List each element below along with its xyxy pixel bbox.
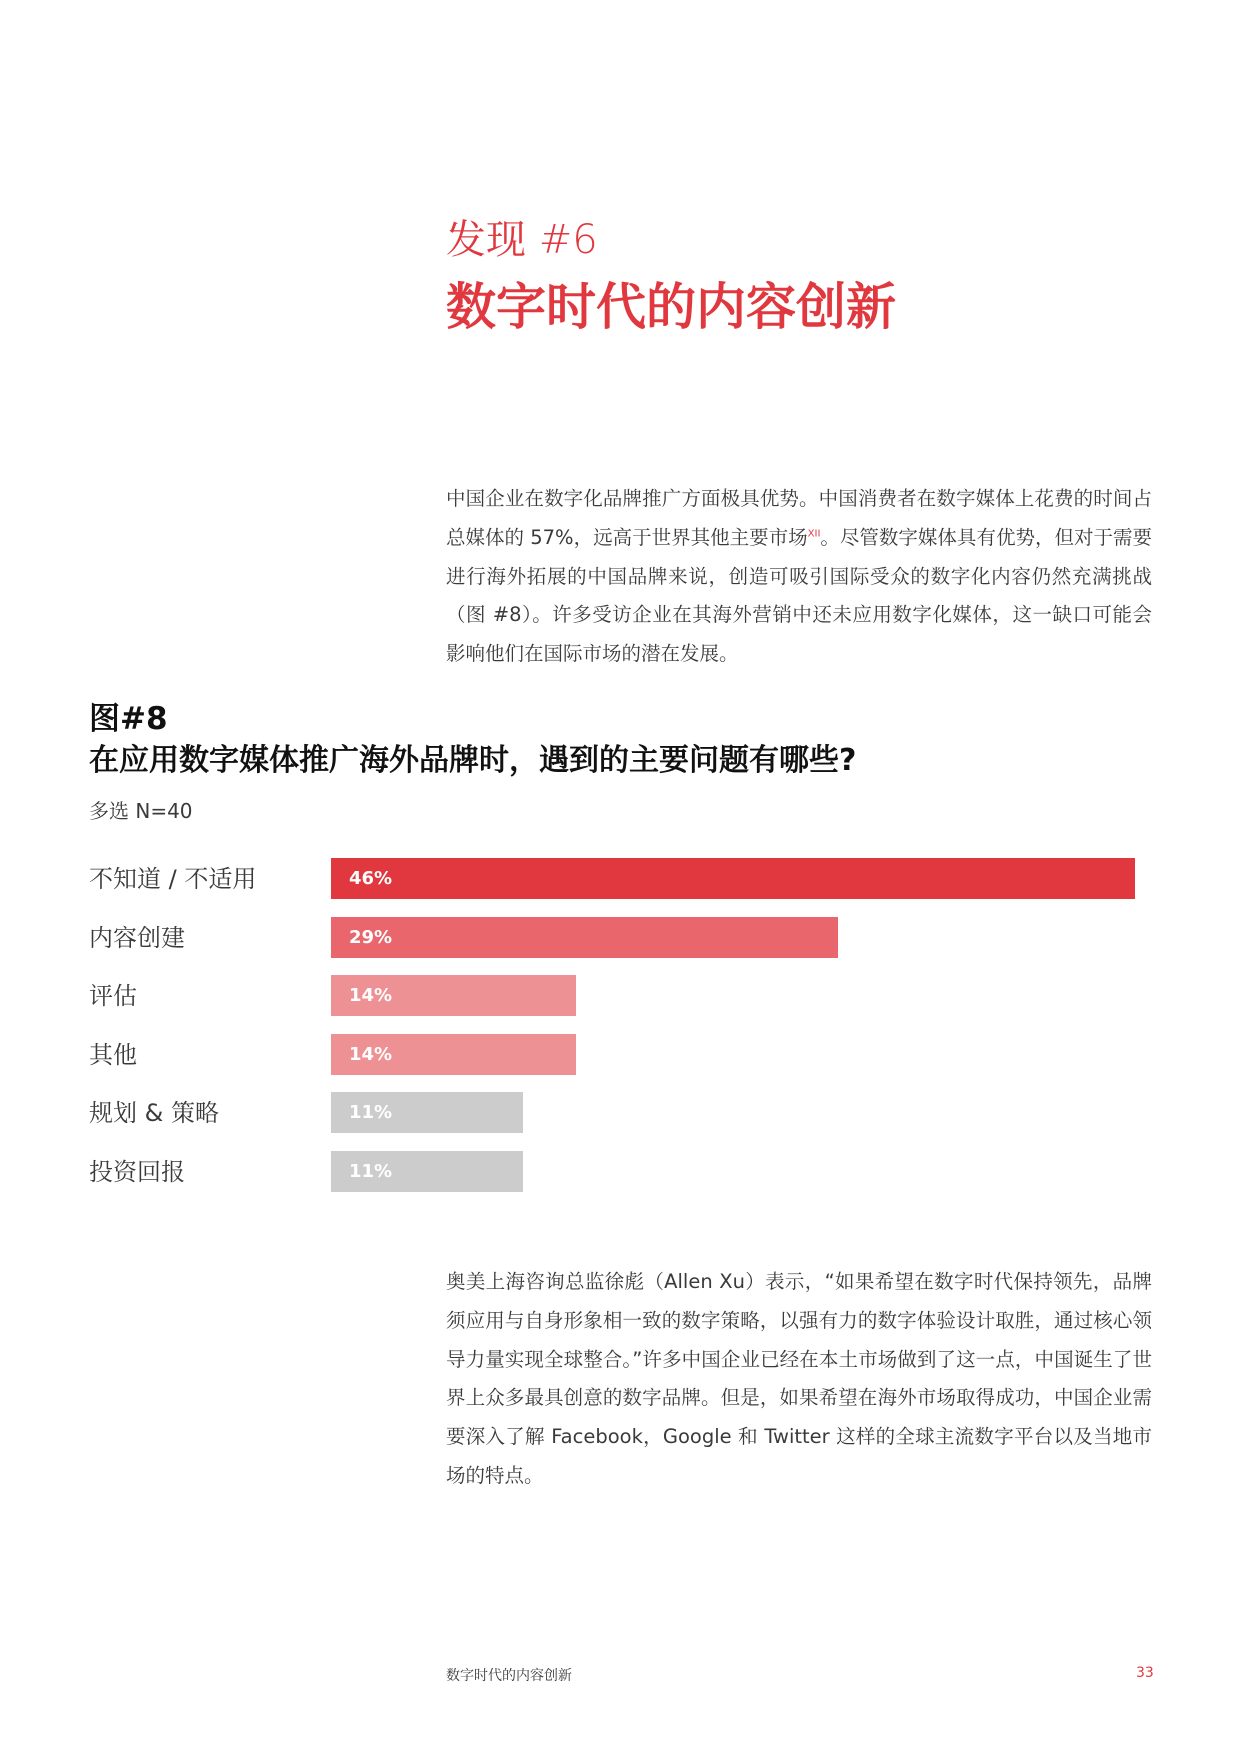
bar-category-label: 内容创建 xyxy=(89,923,185,952)
bar-value-label: 29% xyxy=(349,926,393,948)
bar xyxy=(331,1034,576,1075)
bar-value-label: 46% xyxy=(349,868,393,889)
page-number: 33 xyxy=(1136,1665,1154,1681)
figure-number: 图#8 xyxy=(89,701,168,737)
finding-kicker: 发现 #6 xyxy=(446,217,598,263)
bar-value-label: 14% xyxy=(349,1043,393,1065)
bar xyxy=(331,858,1135,899)
intro-paragraph xyxy=(446,480,1152,674)
bar xyxy=(331,917,838,958)
figure-note: 多选 N=40 xyxy=(89,799,193,823)
bar-category-label: 不知道 / 不适用 xyxy=(89,865,257,893)
bar-row xyxy=(0,1092,1240,1134)
bar-category-label: 评估 xyxy=(89,982,137,1011)
bar-value-label: 11% xyxy=(349,1161,393,1182)
footer-title: 数字时代的内容创新 xyxy=(446,1668,572,1684)
bar xyxy=(331,975,576,1016)
bar-value-label: 14% xyxy=(349,985,393,1007)
bar-category-label: 其他 xyxy=(89,1040,137,1069)
quote-paragraph: 奥美上海咨询总监徐彪（Allen Xu）表示，“如果希望在数字时代保持领先，品牌须应用与自身形象相一致的数字策略，以强有力的数字体验设计取胜，通过核心领导力量实现全球整合。”许多中国企业已经在本土市场做到了这一点，中国诞生了世界上众多最具创意的数字品牌。但是，如果希望在海外市场取得成功，中国企业需要深入了解 Facebook，Google 和 Twitter 这样的全球主流数字平台以及当地市场的特点。 xyxy=(446,1270,1152,1487)
bar-row xyxy=(0,858,1240,900)
bar-row xyxy=(0,1034,1240,1076)
bar xyxy=(331,1151,523,1192)
footnote-reference: XII xyxy=(807,528,821,540)
bar-row xyxy=(0,975,1240,1017)
bar-row xyxy=(0,1151,1240,1193)
bar xyxy=(331,1092,523,1133)
bar-row xyxy=(0,917,1240,959)
bar-value-label: 11% xyxy=(349,1102,393,1124)
bar-category-label: 规划 & 策略 xyxy=(89,1099,219,1128)
intro-text-part1: 中国企业在数字化品牌推广方面极具优势。中国消费者在数字媒体上花费的时间占总媒体的 57%，远高于世界其他主要市场 xyxy=(446,487,1152,549)
page-title: 数字时代的内容创新 xyxy=(446,278,896,336)
bar-category-label: 投资回报 xyxy=(89,1158,185,1186)
figure-title: 在应用数字媒体推广海外品牌时，遇到的主要问题有哪些? xyxy=(89,743,857,778)
intro-text-part2: 。尽管数字媒体具有优势，但对于需要进行海外拓展的中国品牌来说，创造可吸引国际受众的数字化内容仍然充满挑战（图 #8）。许多受访企业在其海外营销中还未应用数字化媒体，这一缺口可能会影响他们在国际市场的潜在发展。 xyxy=(446,525,1152,666)
